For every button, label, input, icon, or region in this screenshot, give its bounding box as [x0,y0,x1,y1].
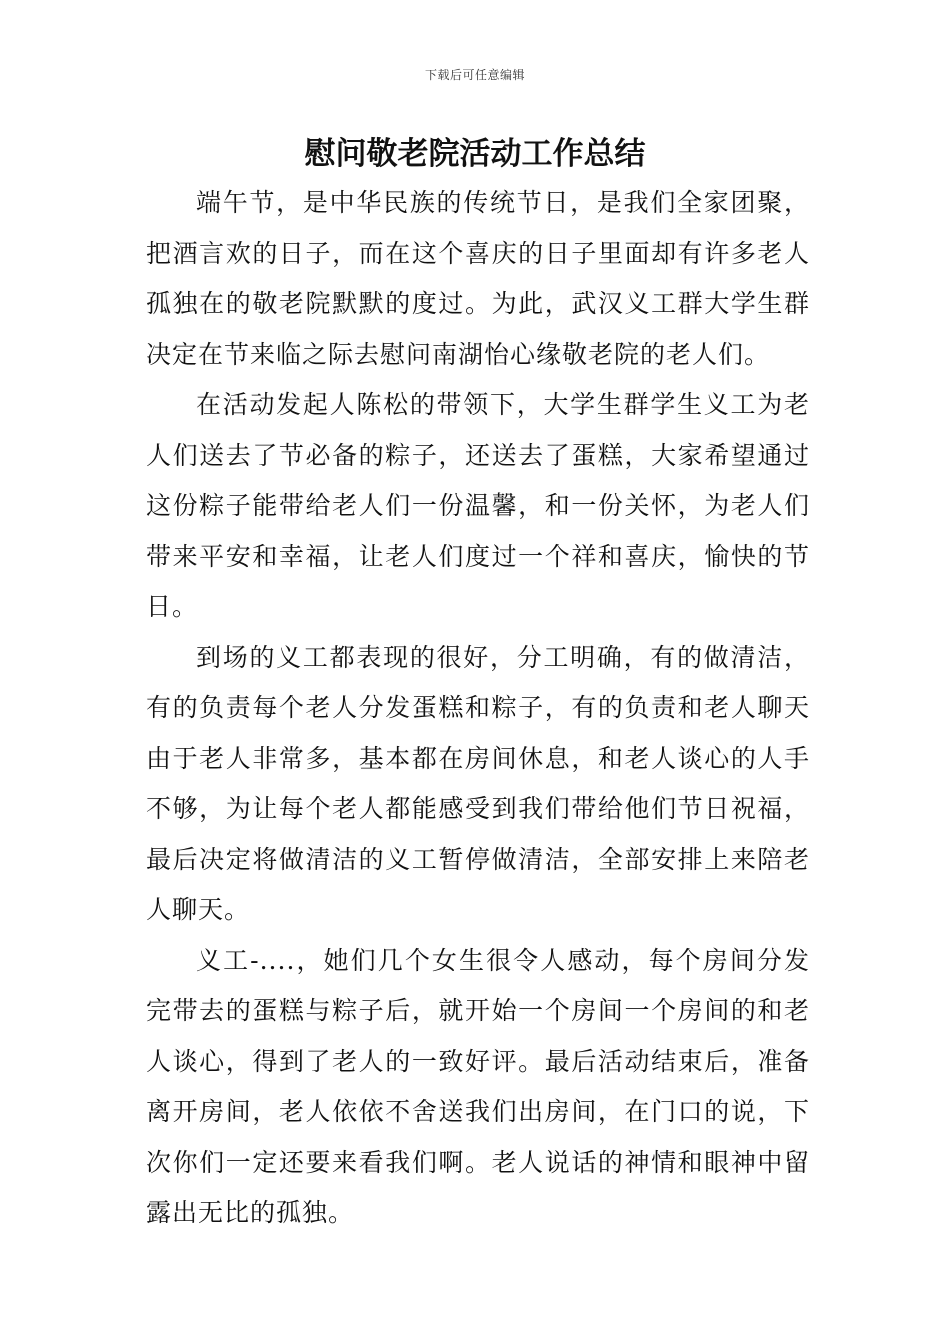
document-title: 慰问敬老院活动工作总结 [304,136,646,172]
paragraph-3: 到场的义工都表现的很好，分工明确，有的做清洁，有的负责每个老人分发蛋糕和粽子，有的负责和老人聊天由于老人非常多，基本都在房间休息，和老人谈心的人手不够，为让每个老人都能感受到我们带给他们节日祝福，最后决定将做清洁的义工暂停做清洁，全部安排上来陪老人聊天。 [146,642,810,924]
paragraph-2: 在活动发起人陈松的带领下，大学生群学生义工为老人们送去了节必备的粽子，还送去了蛋糕，大家希望通过这份粽子能带给老人们一份温馨，和一份关怀，为老人们带来平安和幸福，让老人们度过一个祥和喜庆，愉快的节日。 [146,390,810,621]
document-body [146,178,810,1239]
header-note: 下载后可任意编辑 [424,68,525,82]
paragraph-1: 端午节，是中华民族的传统节日，是我们全家团聚，把酒言欢的日子，而在这个喜庆的日子里面却有许多老人孤独在的敬老院默默的度过。为此，武汉义工群大学生群决定在节来临之际去慰问南湖怡心缘敬老院的老人们。 [146,188,810,369]
paragraph-4: 义工-....，她们几个女生很令人感动，每个房间分发完带去的蛋糕与粽子后，就开始一个房间一个房间的和老人谈心，得到了老人的一致好评。最后活动结束后，准备离开房间，老人依依不舍送我们出房间，在门口的说，下次你们一定还要来看我们啊。老人说话的神情和眼神中留露出无比的孤独。 [146,945,810,1227]
